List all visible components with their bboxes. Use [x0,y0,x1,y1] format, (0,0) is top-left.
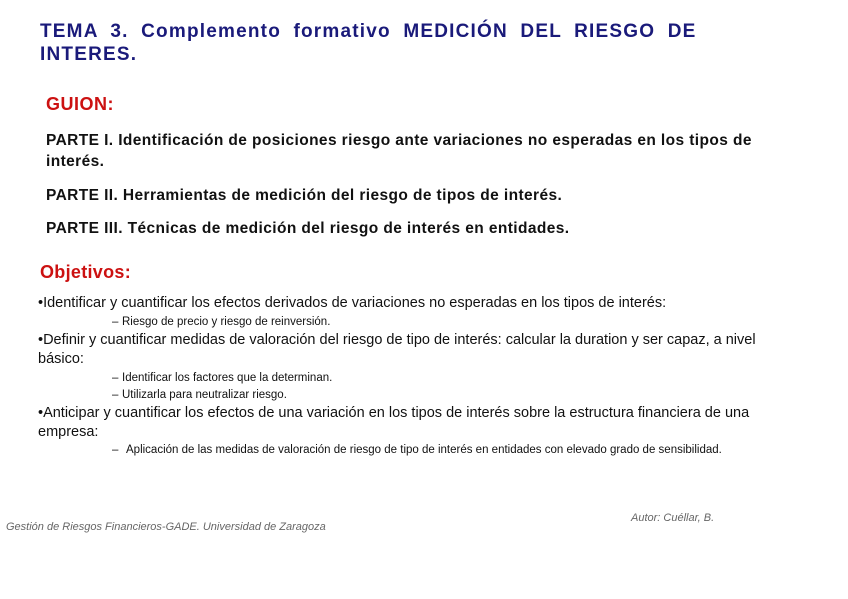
footer-institution: Gestión de Riesgos Financieros-GADE. Universidad de Zaragoza [6,521,326,533]
author-credit: Autor: Cuéllar, B. [631,512,715,524]
objetivo-1-text: •Identificar y cuantificar los efectos derivados de variaciones no esperadas en los tipos de interés: [38,295,667,311]
dash-icon: – [112,444,119,456]
objetivo-2-text: •Definir y cuantificar medidas de valoración del riesgo de tipo de interés: calcular la duration y ser capaz, a nivel básico: [38,332,756,367]
dash-icon: – [112,389,119,401]
subitem-label: Identificar los factores que la determinan. [122,372,333,384]
dash-icon: – [112,316,119,328]
objetivo-2-subitem-2 [112,388,287,403]
subitem-label: Riesgo de precio y riesgo de reinversión. [122,316,331,328]
objetivo-2-subitem-1 [112,371,332,386]
parte-3-text: PARTE III. Técnicas de medición del riesgo de interés en entidades. [46,220,570,237]
objetivo-1-subitem-1 [112,315,330,330]
dash-icon: – [112,372,119,384]
objetivo-3-text: •Anticipar y cuantificar los efectos de una variación en los tipos de interés sobre la estructura financiera de una empresa: [38,405,750,440]
objetivo-3-subitem-1 [112,443,722,458]
subitem-label: Utilizarla para neutralizar riesgo. [122,389,287,401]
guion-heading: GUION: [46,94,114,114]
parte-1-text: PARTE I. Identificación de posiciones riesgo ante variaciones no esperadas en los tipos de interés. [46,132,752,170]
slide-title: TEMA 3. Complemento formativo MEDICIÓN DEL RIESGO DE INTERES. [40,21,697,65]
subitem-label: Aplicación de las medidas de valoración de riesgo de tipo de interés en entidades con elevado grado de sensibilidad. [126,444,722,456]
parte-2-text: PARTE II. Herramientas de medición del riesgo de tipos de interés. [46,187,563,204]
objetivos-heading: Objetivos: [40,262,132,282]
